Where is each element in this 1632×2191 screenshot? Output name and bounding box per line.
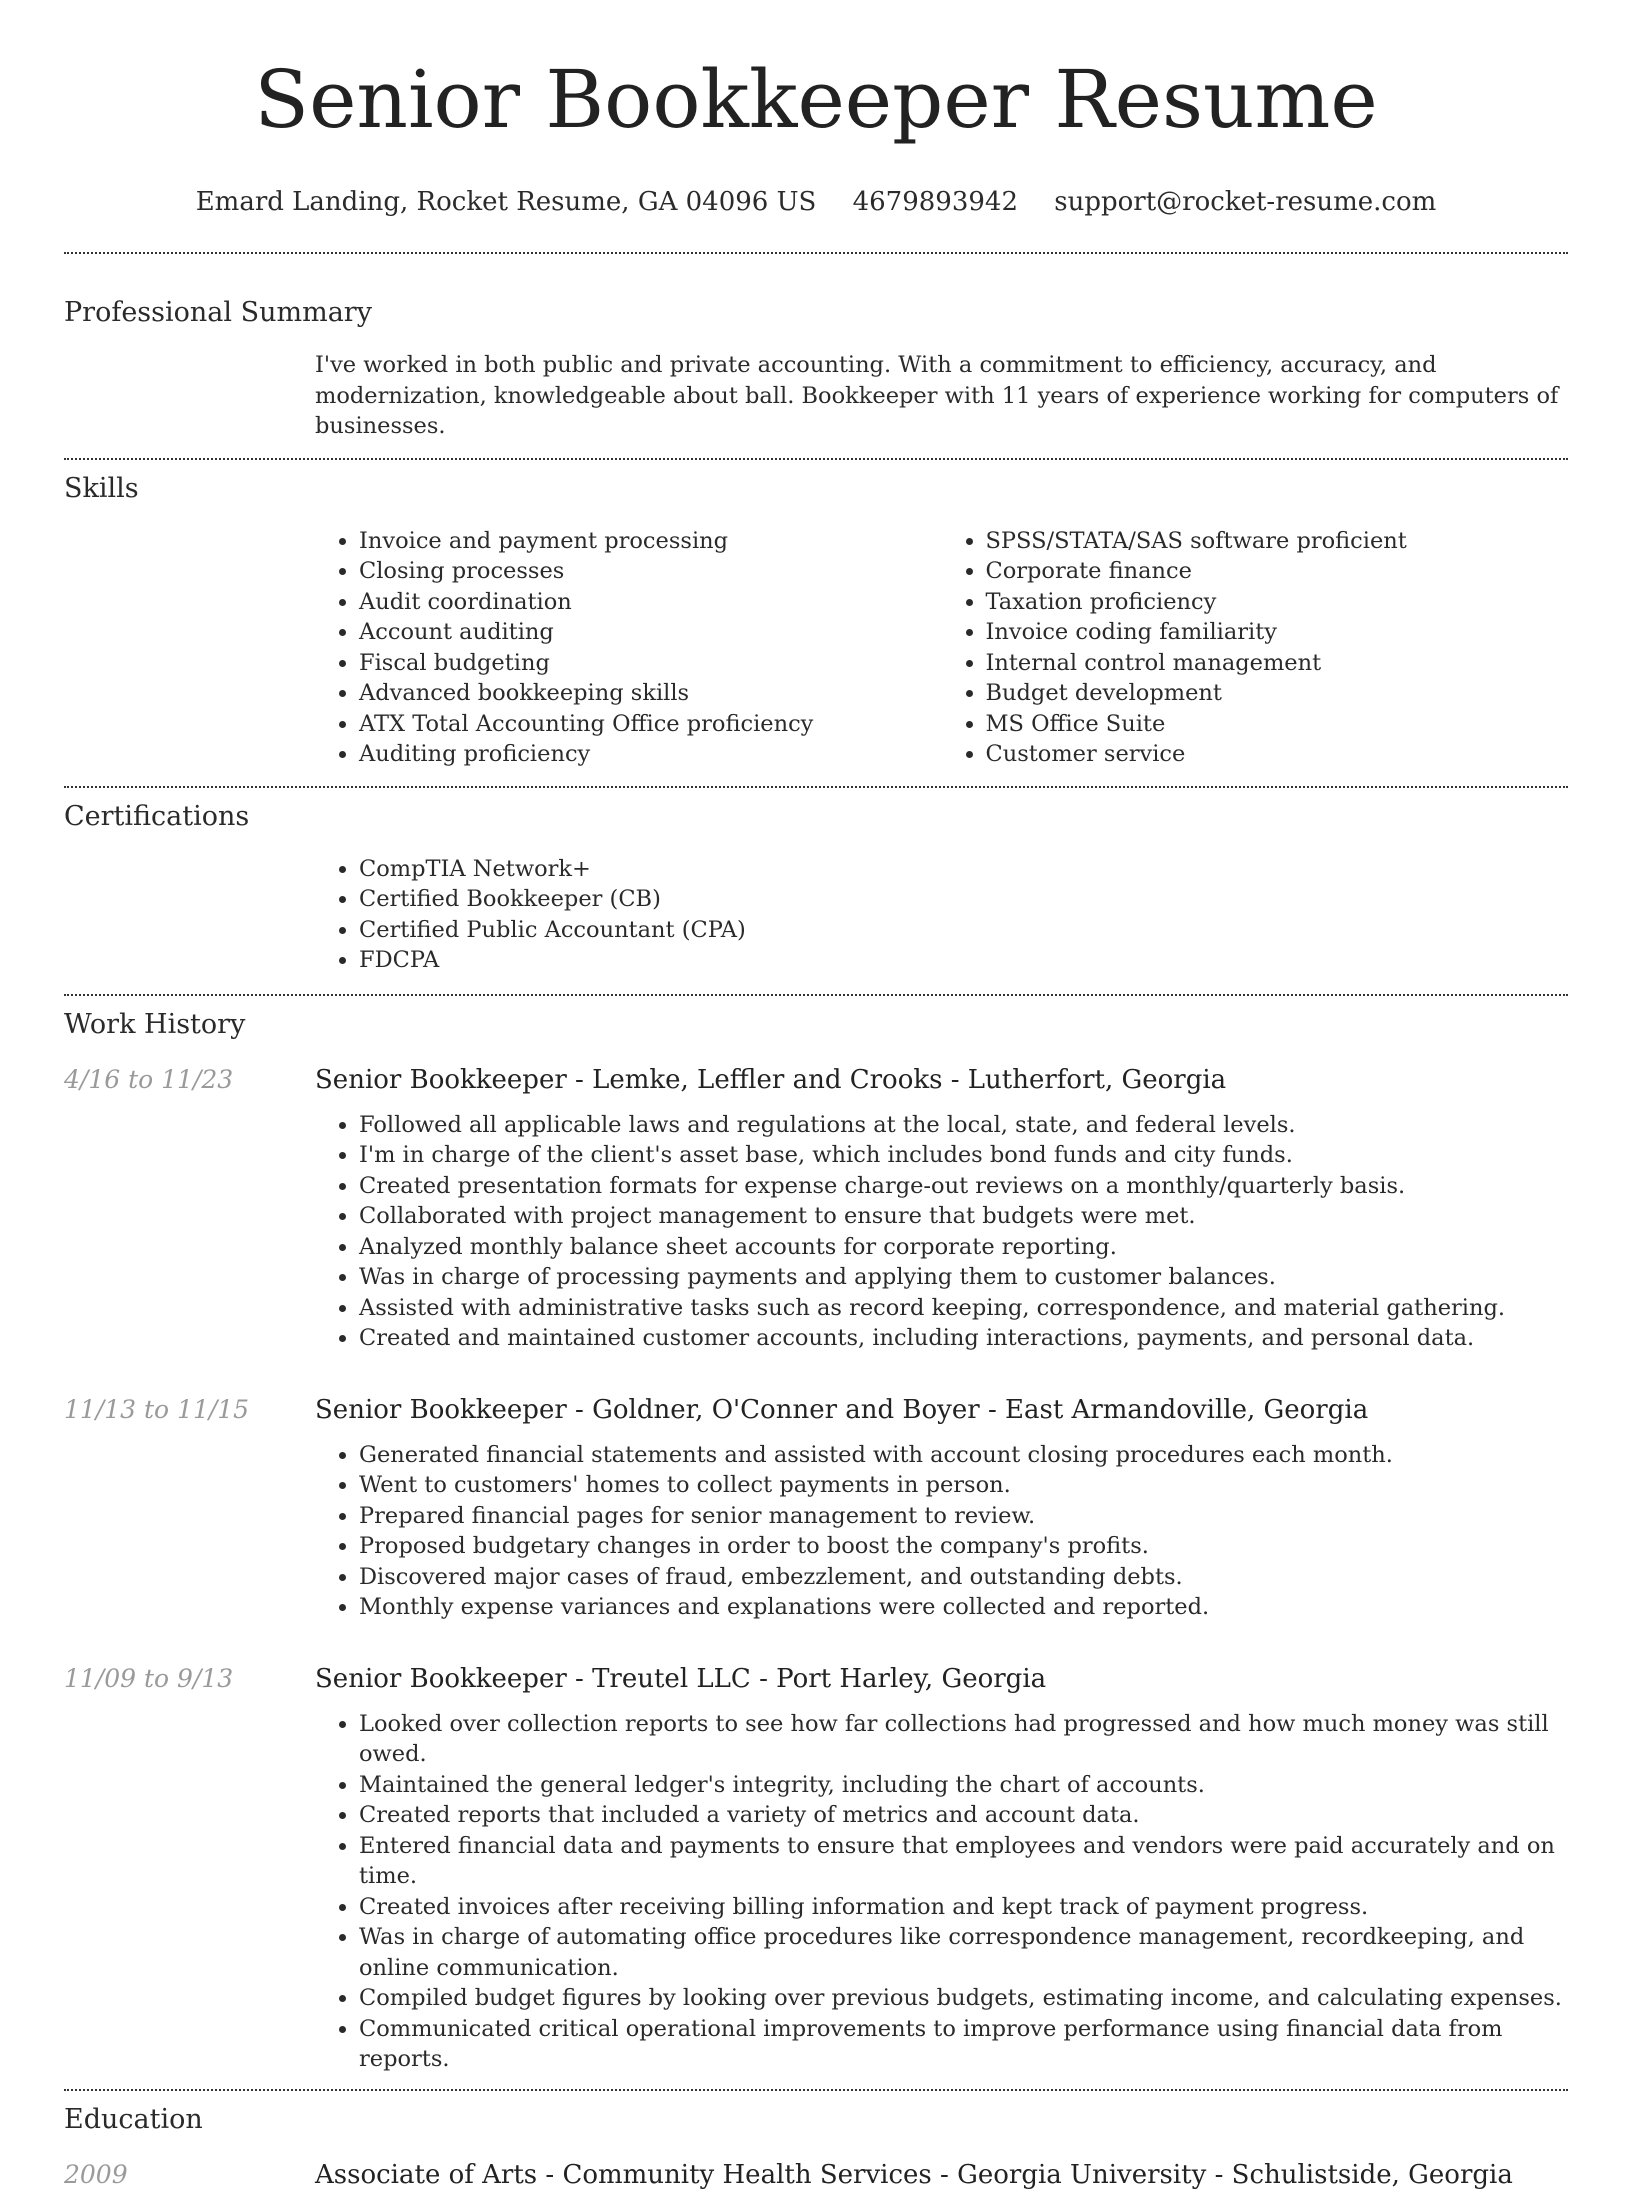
job-bullet: • Created presentation formats for expense charge-out reviews on a monthly/quarterly basis. bbox=[359, 1171, 1568, 1202]
job-entry bbox=[64, 1064, 1568, 1354]
job-bullet: • Was in charge of automating office procedures like correspondence management, recordkeeping, and online communication. bbox=[359, 1922, 1568, 1983]
job-bullet: • Created reports that included a variety of metrics and account data. bbox=[359, 1800, 1568, 1831]
job-bullet: • Communicated critical operational improvements to improve performance using financial data from reports. bbox=[359, 2014, 1568, 2075]
job-entry bbox=[64, 1394, 1568, 1623]
job-bullet: • Assisted with administrative tasks such as record keeping, correspondence, and material gathering. bbox=[359, 1293, 1568, 1324]
skill-item: • Corporate finance bbox=[986, 556, 1569, 587]
summary-body bbox=[315, 350, 1568, 442]
resume-title: Senior Bookkeeper Resume bbox=[254, 53, 1378, 146]
job-bullet: • Proposed budgetary changes in order to boost the company's profits. bbox=[359, 1531, 1568, 1562]
section-title-summary: Professional Summary bbox=[64, 297, 372, 328]
job-title: Senior Bookkeeper - Lemke, Leffler and Crooks - Lutherfort, Georgia bbox=[315, 1064, 1227, 1095]
job-bullet: • Discovered major cases of fraud, embezzlement, and outstanding debts. bbox=[359, 1562, 1568, 1593]
skill-item: • Internal control management bbox=[986, 648, 1569, 679]
skill-item: • Customer service bbox=[986, 739, 1569, 770]
education-dates: 2009 bbox=[64, 2159, 128, 2189]
education-entry bbox=[64, 2159, 1568, 2191]
education-list bbox=[64, 2159, 1568, 2191]
job-bullet: • Went to customers' homes to collect payments in person. bbox=[359, 1470, 1568, 1501]
job-entry bbox=[64, 1663, 1568, 2075]
contact-email[interactable]: support@rocket-resume.com bbox=[1054, 187, 1437, 217]
summary-text: I've worked in both public and private accounting. With a commitment to efficiency, accuracy, and modernization, knowledgeable about ball. Bookkeeper with 11 years of experience working for computers of businesses. bbox=[315, 352, 1559, 439]
job-bullets bbox=[315, 1440, 1568, 1623]
skill-item: • Invoice and payment processing bbox=[359, 526, 942, 557]
skills-list-right bbox=[942, 526, 1569, 770]
certifications-section bbox=[64, 800, 1568, 976]
job-bullet: • Maintained the general ledger's integrity, including the chart of accounts. bbox=[359, 1770, 1568, 1801]
skills-list-left bbox=[315, 526, 942, 770]
section-title-skills: Skills bbox=[64, 472, 139, 504]
job-bullet: • I'm in charge of the client's asset base, which includes bond funds and city funds. bbox=[359, 1140, 1568, 1171]
job-bullet: • Entered financial data and payments to ensure that employees and vendors were paid accurately and on time. bbox=[359, 1831, 1568, 1892]
certifications-list bbox=[315, 854, 1568, 976]
skill-item: • Taxation proficiency bbox=[986, 587, 1569, 618]
skills-section bbox=[64, 472, 1568, 770]
certification-item: • Certified Public Accountant (CPA) bbox=[359, 915, 1568, 946]
job-bullet: • Collaborated with project management to ensure that budgets were met. bbox=[359, 1201, 1568, 1232]
certification-item: • FDCPA bbox=[359, 945, 1568, 976]
section-divider bbox=[64, 458, 1568, 460]
section-divider bbox=[64, 786, 1568, 788]
work-history-section bbox=[64, 1008, 1568, 2075]
job-bullet: • Looked over collection reports to see how far collections had progressed and how much money was still owed. bbox=[359, 1709, 1568, 1770]
contact-phone: 4679893942 bbox=[852, 187, 1019, 217]
certifications-body bbox=[315, 854, 1568, 976]
skill-item: • Closing processes bbox=[359, 556, 942, 587]
job-bullet: • Analyzed monthly balance sheet accounts for corporate reporting. bbox=[359, 1232, 1568, 1263]
job-bullet: • Was in charge of processing payments and applying them to customer balances. bbox=[359, 1262, 1568, 1293]
job-dates: 4/16 to 11/23 bbox=[64, 1064, 234, 1094]
job-list bbox=[64, 1064, 1568, 2075]
certification-item: • Certified Bookkeeper (CB) bbox=[359, 884, 1568, 915]
section-divider bbox=[64, 2089, 1568, 2091]
job-bullets bbox=[315, 1709, 1568, 2075]
certification-item: • CompTIA Network+ bbox=[359, 854, 1568, 885]
contact-line bbox=[0, 186, 1632, 218]
contact-address: Emard Landing, Rocket Resume, GA 04096 US bbox=[195, 187, 817, 217]
job-bullet: • Prepared financial pages for senior management to review. bbox=[359, 1501, 1568, 1532]
skill-item: • Auditing proficiency bbox=[359, 739, 942, 770]
skill-item: • Budget development bbox=[986, 678, 1569, 709]
skill-item: • Account auditing bbox=[359, 617, 942, 648]
skills-columns bbox=[315, 526, 1568, 770]
skill-item: • MS Office Suite bbox=[986, 709, 1569, 740]
section-title-work-history: Work History bbox=[64, 1008, 246, 1040]
job-title: Senior Bookkeeper - Treutel LLC - Port Harley, Georgia bbox=[315, 1663, 1047, 1694]
section-title-certifications: Certifications bbox=[64, 800, 250, 832]
summary-section bbox=[64, 296, 1568, 442]
skill-item: • ATX Total Accounting Office proficiency bbox=[359, 709, 942, 740]
job-bullet: • Created invoices after receiving billing information and kept track of payment progress. bbox=[359, 1892, 1568, 1923]
skill-item: • Fiscal budgeting bbox=[359, 648, 942, 679]
section-divider bbox=[64, 994, 1568, 996]
job-dates: 11/13 to 11/15 bbox=[64, 1394, 250, 1424]
skill-item: • Audit coordination bbox=[359, 587, 942, 618]
job-bullet: • Created and maintained customer accounts, including interactions, payments, and personal data. bbox=[359, 1323, 1568, 1354]
skill-item: • SPSS/STATA/SAS software proficient bbox=[986, 526, 1569, 557]
job-dates: 11/09 to 9/13 bbox=[64, 1663, 234, 1693]
job-bullet: • Followed all applicable laws and regulations at the local, state, and federal levels. bbox=[359, 1110, 1568, 1141]
education-title: Associate of Arts - Community Health Services - Georgia University - Schulistside, Georgia bbox=[315, 2159, 1513, 2190]
section-divider bbox=[64, 252, 1568, 254]
job-title: Senior Bookkeeper - Goldner, O'Conner and Boyer - East Armandoville, Georgia bbox=[315, 1394, 1369, 1425]
education-section bbox=[64, 2103, 1568, 2191]
skill-item: • Advanced bookkeeping skills bbox=[359, 678, 942, 709]
job-bullet: • Compiled budget figures by looking over previous budgets, estimating income, and calculating expenses. bbox=[359, 1983, 1568, 2014]
section-title-education: Education bbox=[64, 2103, 203, 2135]
job-bullet: • Generated financial statements and assisted with account closing procedures each month. bbox=[359, 1440, 1568, 1471]
job-bullets bbox=[315, 1110, 1568, 1354]
skill-item: • Invoice coding familiarity bbox=[986, 617, 1569, 648]
job-bullet: • Monthly expense variances and explanations were collected and reported. bbox=[359, 1592, 1568, 1623]
